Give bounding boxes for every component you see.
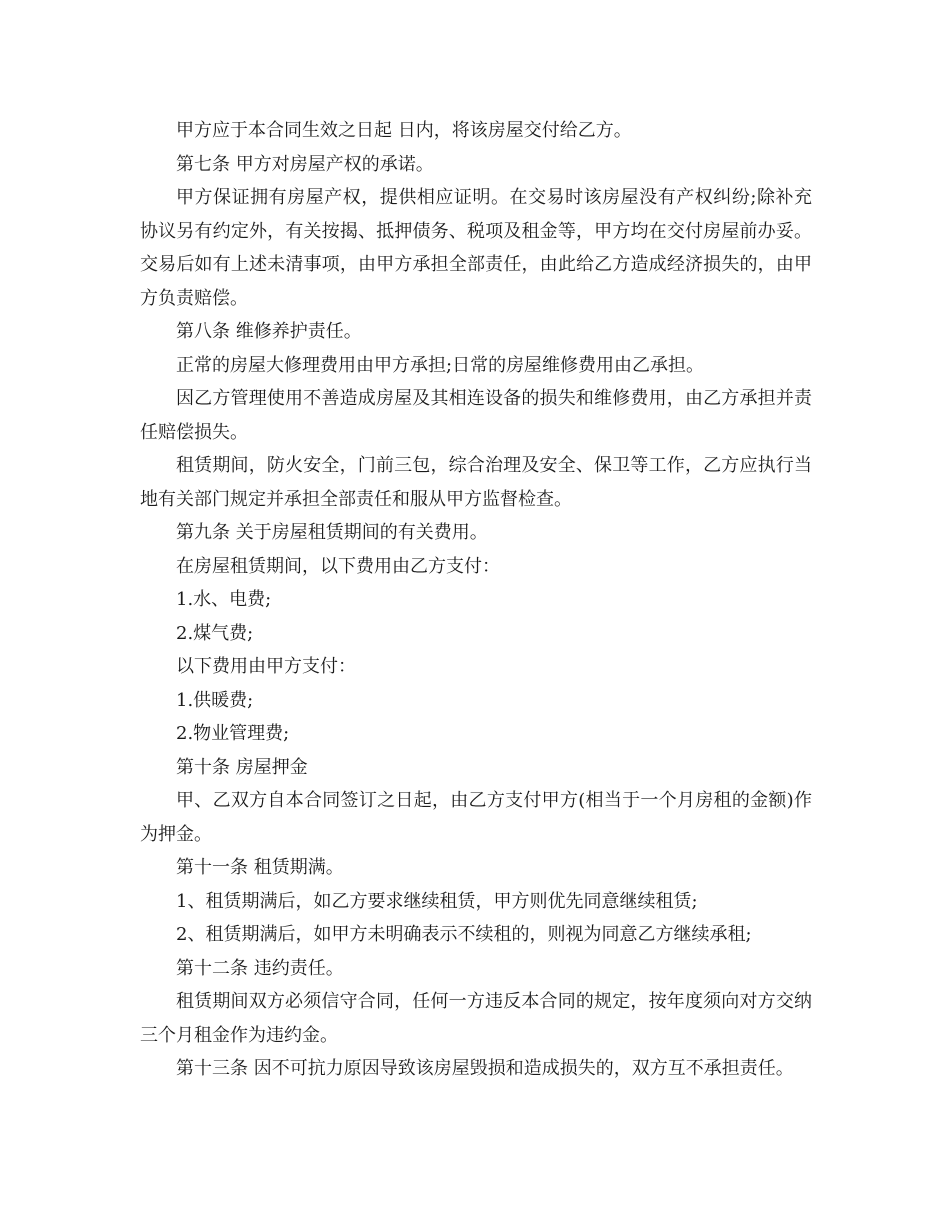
list-item-implied-renewal: 2、租赁期满后，如甲方未明确表示不续租的，则视为同意乙方继续承租; (176, 924, 752, 945)
paragraph-major-repairs: 正常的房屋大修理费用由甲方承担;日常的房屋维修费用由乙承担。 (176, 354, 705, 376)
clause-12-heading: 第十二条 违约责任。 (176, 957, 344, 979)
list-item-property-management: 2.物业管理费; (176, 723, 290, 744)
list-item-gas: 2.煤气费; (176, 622, 254, 644)
clause-8-heading: 第八条 维修养护责任。 (176, 321, 362, 342)
clause-13-force-majeure: 第十三条 因不可抗力原因导致该房屋毁损和造成损失的，双方互不承担责任。 (176, 1058, 794, 1079)
list-item-water-electricity: 1.水、电费; (176, 589, 272, 610)
list-item-renewal-request: 1、租赁期满后，如乙方要求继续租赁，甲方则优先同意继续租赁; (176, 890, 698, 912)
clause-11-heading: 第十一条 租赁期满。 (176, 857, 344, 878)
clause-7-heading: 第七条 甲方对房屋产权的承诺。 (176, 153, 434, 175)
paragraph-deposit: 甲、乙双方自本合同签订之日起，由乙方支付甲方(相当于一个月房租的金额)作为押金。 (140, 790, 812, 845)
list-item-heating: 1.供暖费; (176, 689, 254, 711)
paragraph-tenant-costs-intro: 在房屋租赁期间，以下费用由乙方支付： (176, 555, 500, 577)
clause-9-heading: 第九条 关于房屋租赁期间的有关费用。 (176, 522, 488, 543)
clause-10-heading: 第十条 房屋押金 (176, 756, 308, 778)
paragraph-landlord-costs-intro: 以下费用由甲方支付： (176, 656, 356, 677)
paragraph-damage-liability: 因乙方管理使用不善造成房屋及其相连设备的损失和维修费用，由乙方承担并责任赔偿损失。 (140, 388, 812, 443)
paragraph-delivery: 甲方应于本合同生效之日起 日内，将该房屋交付给乙方。 (176, 120, 632, 141)
paragraph-safety-duties: 租赁期间，防火安全，门前三包，综合治理及安全、保卫等工作，乙方应执行当地有关部门规定并承担全部责任和服从甲方监督检查。 (140, 455, 812, 510)
paragraph-breach-penalty: 租赁期间双方必须信守合同，任何一方违反本合同的规定，按年度须向对方交纳三个月租金作为违约金。 (140, 991, 812, 1046)
paragraph-property-rights: 甲方保证拥有房屋产权，提供相应证明。在交易时该房屋没有产权纠纷;除补充协议另有约定外，有关按揭、抵押债务、税项及租金等，甲方均在交付房屋前办妥。交易后如有上述未清事项，由甲方承担全部责任，由此给乙方造成经济损失的，由甲方负责赔偿。 (140, 187, 812, 309)
document-body (140, 114, 812, 1086)
